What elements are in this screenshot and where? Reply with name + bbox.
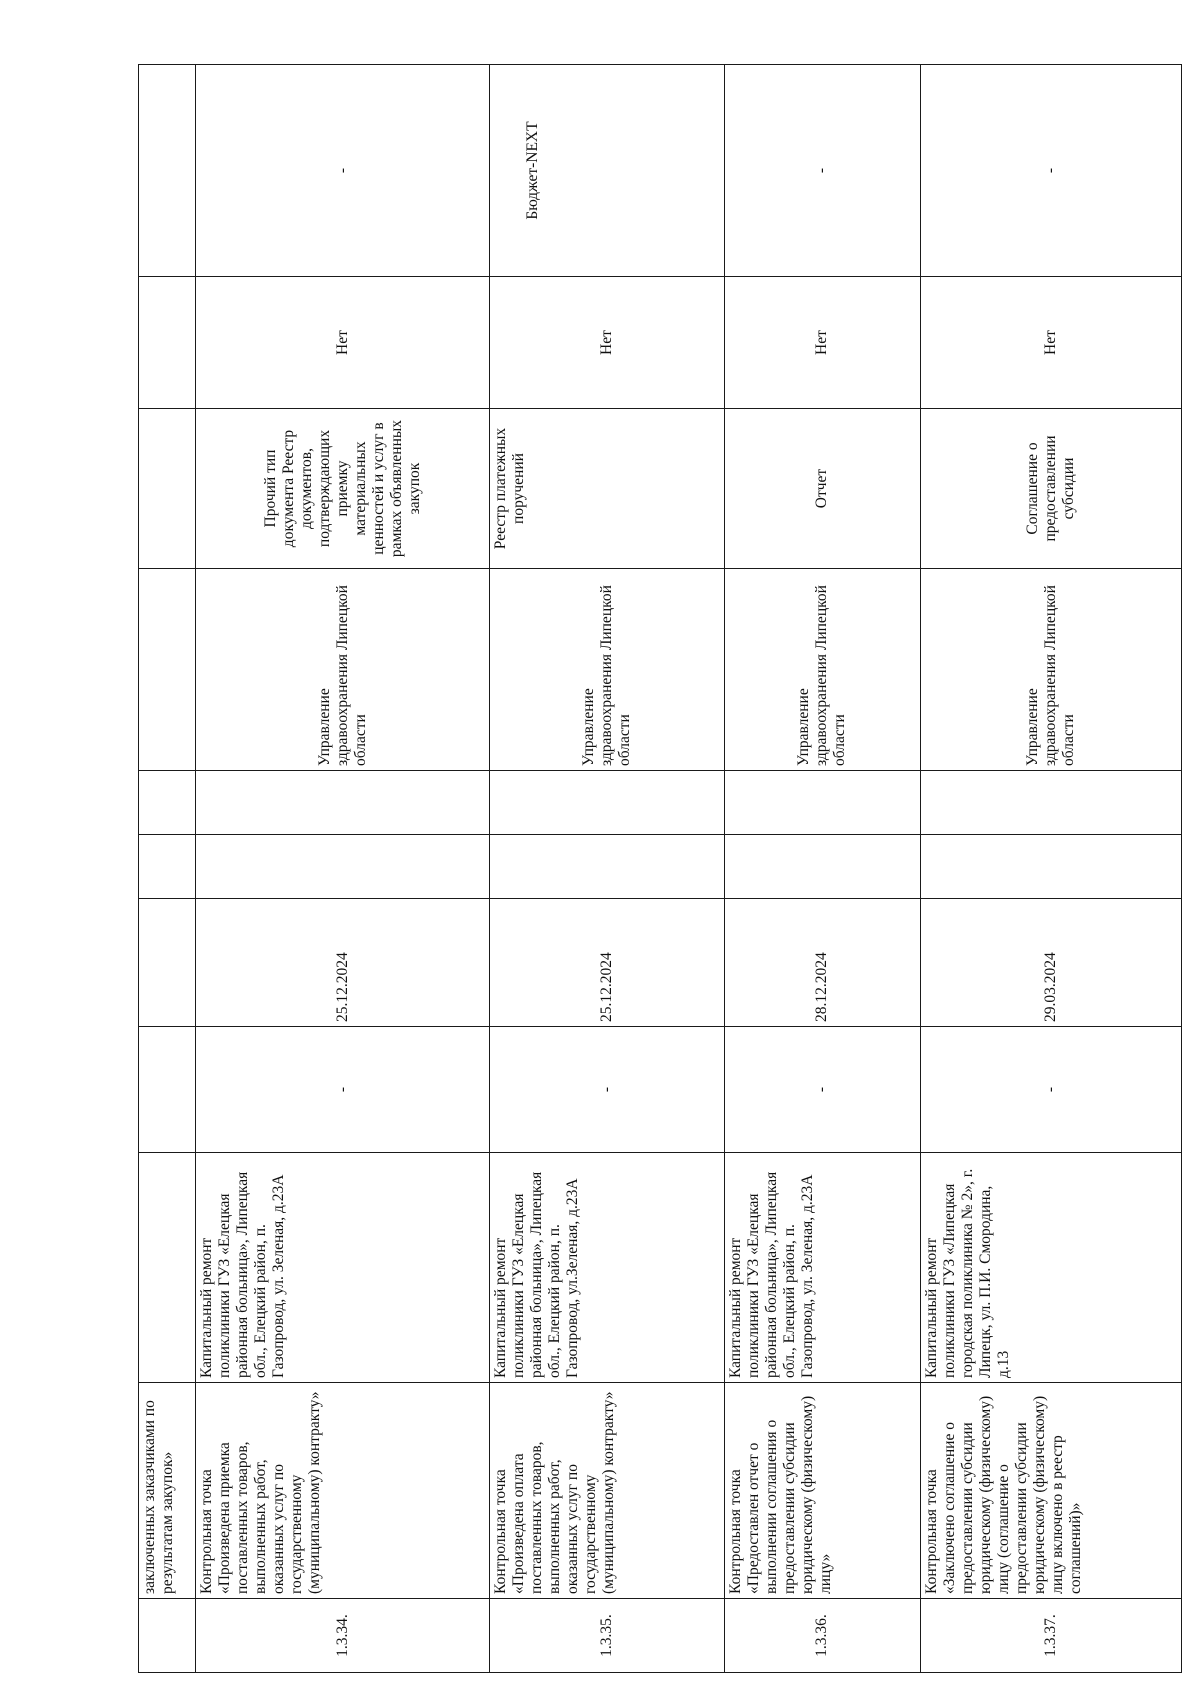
- header-cell-document-type: [139, 409, 196, 569]
- empty-cell: [489, 835, 724, 899]
- end-date: 25.12.2024: [489, 899, 724, 1027]
- row-number: 1.3.37.: [920, 1599, 1181, 1673]
- info-system-value: -: [196, 65, 490, 277]
- header-cell-approval: [139, 277, 196, 409]
- object-text: Капитальный ремонт поликлиники ГУЗ «Елецкая районная больница», Липецкая обл., Елецкий район, п. Газопровод, ул. Зеленая, д.23А: [196, 1153, 490, 1383]
- empty-cell: [196, 771, 490, 835]
- approval-value: Нет: [196, 277, 490, 409]
- header-cell-end-date: [139, 899, 196, 1027]
- table-header-row: [139, 65, 196, 1673]
- row-number: 1.3.35.: [489, 1599, 724, 1673]
- header-cell-number: [139, 1599, 196, 1673]
- header-continued-text: заключенных заказчиками по результатам закупок»: [139, 1383, 196, 1599]
- responsible-text: Управление здравоохранения Липецкой области: [489, 569, 724, 771]
- header-cell-responsible: [139, 569, 196, 771]
- header-cell-empty-2: [139, 771, 196, 835]
- approval-value: Нет: [489, 277, 724, 409]
- header-cell-empty-1: [139, 835, 196, 899]
- document-type-text: Соглашение о предоставлении субсидии: [920, 409, 1181, 569]
- end-date: 28.12.2024: [724, 899, 920, 1027]
- start-date: -: [920, 1027, 1181, 1153]
- table-row: [724, 65, 920, 1673]
- empty-cell: [920, 835, 1181, 899]
- responsible-text: Управление здравоохранения Липецкой области: [920, 569, 1181, 771]
- start-date: -: [196, 1027, 490, 1153]
- table-row: [196, 65, 490, 1673]
- empty-cell: [724, 771, 920, 835]
- document-type-text: Прочий тип документа Реестр документов, подтверждающих приемку материальных ценностей и услуг в рамках объявленных закупок: [196, 409, 490, 569]
- end-date: 29.03.2024: [920, 899, 1181, 1027]
- control-point-text: Контрольная точка «Произведена оплата поставленных товаров, выполненных работ, оказанных услуг по государственному (муниципальному) контракту»: [489, 1383, 724, 1599]
- document-type-text: Отчет: [724, 409, 920, 569]
- row-number: 1.3.34.: [196, 1599, 490, 1673]
- row-number: 1.3.36.: [724, 1599, 920, 1673]
- empty-cell: [920, 771, 1181, 835]
- object-text: Капитальный ремонт поликлиники ГУЗ «Елецкая районная больница», Липецкая обл., Елецкий район, п. Газопровод, ул. Зеленая, д.23А: [724, 1153, 920, 1383]
- header-cell-object: [139, 1153, 196, 1383]
- empty-cell: [724, 835, 920, 899]
- info-system-value: -: [724, 65, 920, 277]
- responsible-text: Управление здравоохранения Липецкой области: [196, 569, 490, 771]
- approval-value: Нет: [724, 277, 920, 409]
- start-date: -: [489, 1027, 724, 1153]
- table-row: [489, 65, 724, 1673]
- control-points-table: [138, 64, 1182, 1673]
- table-row: [920, 65, 1181, 1673]
- document-type-text: Реестр платежных поручений: [489, 409, 724, 569]
- start-date: -: [724, 1027, 920, 1153]
- info-system-value: -: [920, 65, 1181, 277]
- rotated-table-container: [138, 65, 1182, 1673]
- control-point-text: Контрольная точка «Предоставлен отчет о выполнении соглашения о предоставлении субсидии юридическому (физическому) лицу»: [724, 1383, 920, 1599]
- empty-cell: [489, 771, 724, 835]
- info-system-value: Бюджет-NEXT: [489, 65, 724, 277]
- header-cell-start-date: [139, 1027, 196, 1153]
- responsible-text: Управление здравоохранения Липецкой области: [724, 569, 920, 771]
- approval-value: Нет: [920, 277, 1181, 409]
- end-date: 25.12.2024: [196, 899, 490, 1027]
- header-cell-info-system: [139, 65, 196, 277]
- object-text: Капитальный ремонт поликлиники ГУЗ «Елецкая районная больница», Липецкая обл., Елецкий район, п. Газопровод, ул.Зеленая, д.23А: [489, 1153, 724, 1383]
- empty-cell: [196, 835, 490, 899]
- control-point-text: Контрольная точка «Произведена приемка поставленных товаров, выполненных работ, оказанных услуг по государственному (муниципальному) контракту»: [196, 1383, 490, 1599]
- object-text: Капитальный ремонт поликлиники ГУЗ «Липецкая городская поликлиника № 2», г. Липецк, ул. П.И. Смородина, д.13: [920, 1153, 1181, 1383]
- control-point-text: Контрольная точка «Заключено соглашение о предоставлении субсидии юридическому (физическому) лицу (соглашение о предоставлении субсидии юридическому (физическому) лицу включено в реестр соглашений)»: [920, 1383, 1181, 1599]
